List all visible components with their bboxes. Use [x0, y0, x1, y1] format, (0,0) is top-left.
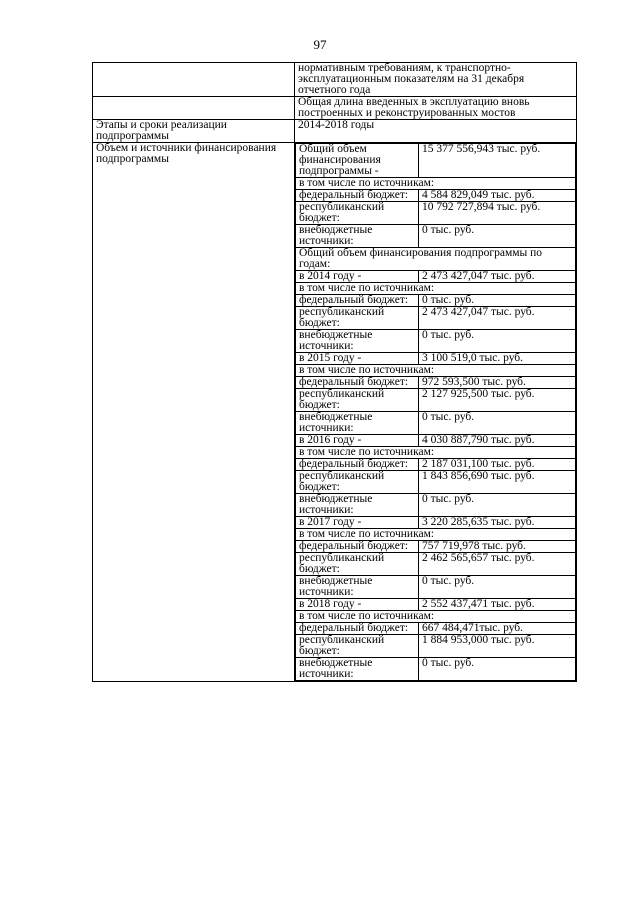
source-value: 10 792 727,894 тыс. руб. [419, 202, 576, 225]
intro-row-1 [93, 63, 577, 97]
source-value: 2 462 565,657 тыс. руб. [419, 553, 576, 576]
empty-cell [93, 97, 295, 120]
source-row [296, 494, 576, 517]
source-row [296, 658, 576, 681]
source-label: федеральный бюджет: [296, 459, 419, 471]
source-label: федеральный бюджет: [296, 623, 419, 635]
empty-cell [93, 63, 295, 97]
year-label: в 2016 году - [296, 435, 419, 447]
source-label: республиканский бюджет: [296, 635, 419, 658]
stages-value: 2014-2018 годы [295, 120, 577, 143]
sources-row [296, 365, 576, 377]
source-value: 2 473 427,047 тыс. руб. [419, 307, 576, 330]
year-row [296, 599, 576, 611]
year-value: 2 473 427,047 тыс. руб. [419, 271, 576, 283]
source-value: 0 тыс. руб. [419, 295, 576, 307]
source-label: федеральный бюджет: [296, 190, 419, 202]
source-label: республиканский бюджет: [296, 471, 419, 494]
source-value: 2 127 925,500 тыс. руб. [419, 389, 576, 412]
year-label: в 2014 году - [296, 271, 419, 283]
source-row [296, 225, 576, 248]
year-value: 2 552 437,471 тыс. руб. [419, 599, 576, 611]
year-row [296, 271, 576, 283]
sources-label: в том числе по источникам: [296, 365, 576, 377]
source-value: 0 тыс. руб. [419, 412, 576, 435]
year-label: в 2015 году - [296, 353, 419, 365]
source-row [296, 307, 576, 330]
sources-row [296, 611, 576, 623]
total-value: 15 377 556,943 тыс. руб. [419, 144, 576, 178]
year-label: в 2017 году - [296, 517, 419, 529]
stages-row [93, 120, 577, 143]
source-label: федеральный бюджет: [296, 541, 419, 553]
source-label: республиканский бюджет: [296, 307, 419, 330]
funding-inner-table [295, 143, 576, 681]
source-label: внебюджетные источники: [296, 494, 419, 517]
source-label: внебюджетные источники: [296, 658, 419, 681]
passport-table [92, 62, 577, 682]
sources-label: в том числе по источникам: [296, 178, 576, 190]
source-label: внебюджетные источники: [296, 412, 419, 435]
source-row [296, 576, 576, 599]
source-label: федеральный бюджет: [296, 295, 419, 307]
source-row [296, 295, 576, 307]
source-label: внебюджетные источники: [296, 330, 419, 353]
source-row [296, 623, 576, 635]
source-row [296, 541, 576, 553]
total-label: Общий объем финансирования подпрограммы - [296, 144, 419, 178]
source-value: 1 884 953,000 тыс. руб. [419, 635, 576, 658]
total-row [296, 144, 576, 178]
year-row [296, 435, 576, 447]
sources-row [296, 283, 576, 295]
sources-label: в том числе по источникам: [296, 447, 576, 459]
sources-row [296, 529, 576, 541]
source-value: 0 тыс. руб. [419, 225, 576, 248]
indicator-cell: Общая длина введенных в эксплуатацию вновь построенных и реконструированных мостов [295, 97, 577, 120]
source-label: внебюджетные источники: [296, 225, 419, 248]
source-row [296, 190, 576, 202]
source-row [296, 635, 576, 658]
funding-row [93, 143, 577, 682]
year-value: 3 100 519,0 тыс. руб. [419, 353, 576, 365]
indicator-cell: нормативным требованиям, к транспортно-эксплуатационным показателям на 31 декабря отчетного года [295, 63, 577, 97]
source-label: федеральный бюджет: [296, 377, 419, 389]
source-row [296, 471, 576, 494]
source-row [296, 553, 576, 576]
source-value: 0 тыс. руб. [419, 494, 576, 517]
source-value: 972 593,500 тыс. руб. [419, 377, 576, 389]
page-number: 97 [313, 37, 327, 52]
source-row [296, 377, 576, 389]
funding-details [295, 143, 577, 682]
source-row [296, 202, 576, 225]
source-value: 0 тыс. руб. [419, 576, 576, 599]
year-label: в 2018 году - [296, 599, 419, 611]
source-value: 667 484,471тыс. руб. [419, 623, 576, 635]
sources-row [296, 178, 576, 190]
year-value: 3 220 285,635 тыс. руб. [419, 517, 576, 529]
source-row [296, 389, 576, 412]
funding-label: Объем и источники финансирования подпрограммы [93, 143, 295, 682]
by-years-row [296, 248, 576, 271]
by-years-label: Общий объем финансирования подпрограммы по годам: [296, 248, 576, 271]
year-value: 4 030 887,790 тыс. руб. [419, 435, 576, 447]
source-value: 0 тыс. руб. [419, 330, 576, 353]
source-label: республиканский бюджет: [296, 389, 419, 412]
sources-label: в том числе по источникам: [296, 611, 576, 623]
source-row [296, 330, 576, 353]
source-row [296, 459, 576, 471]
source-row [296, 412, 576, 435]
sources-label: в том числе по источникам: [296, 283, 576, 295]
source-value: 0 тыс. руб. [419, 658, 576, 681]
stages-label: Этапы и сроки реализации подпрограммы [93, 120, 295, 143]
sources-row [296, 447, 576, 459]
source-label: внебюджетные источники: [296, 576, 419, 599]
intro-row-2 [93, 97, 577, 120]
source-value: 1 843 856,690 тыс. руб. [419, 471, 576, 494]
year-row [296, 353, 576, 365]
source-value: 757 719,978 тыс. руб. [419, 541, 576, 553]
source-label: республиканский бюджет: [296, 202, 419, 225]
source-value: 2 187 031,100 тыс. руб. [419, 459, 576, 471]
source-label: республиканский бюджет: [296, 553, 419, 576]
sources-label: в том числе по источникам: [296, 529, 576, 541]
source-value: 4 584 829,049 тыс. руб. [419, 190, 576, 202]
year-row [296, 517, 576, 529]
